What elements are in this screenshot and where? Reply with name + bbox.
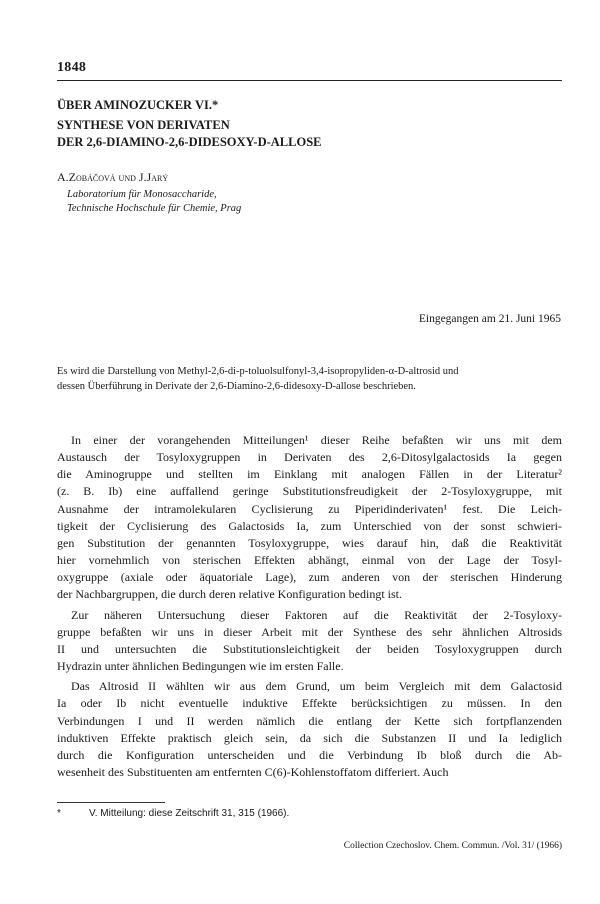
body-line: Verbindungen I und II werden nämlich die entlang der Kette sich fortpflanzenden bbox=[57, 713, 562, 728]
authors: A.Zobáčová und J.Jarý bbox=[57, 170, 169, 184]
body-line: Ausnahme der intramolekularen Cyclisierung zu Piperidinderivaten¹ fest. Die Leich- bbox=[57, 501, 562, 516]
body-line: In einer der vorangehenden Mitteilungen¹ dieser Reihe befaßten wir uns mit dem bbox=[71, 433, 562, 447]
received-date: Eingegangen am 21. Juni 1965 bbox=[418, 313, 561, 325]
body-line: gen Substitution der genannten Tosyloxygruppe, wies darauf hin, daß die Reaktivität bbox=[57, 535, 562, 550]
affiliation bbox=[67, 188, 241, 216]
body-line: (z. B. Ib) eine auffallend geringe Substitutionsfreudigkeit der 2-Tosyloxygruppe, mit bbox=[57, 484, 562, 499]
body-line: tigkeit der Cyclisierung des Galactosids Ia, zum Unterschied von der sonst schwieri- bbox=[57, 518, 562, 533]
body-line: hier vornehmlich von sterischen Effekten abhängt, einmal von der Lage der Tosyl- bbox=[57, 553, 562, 568]
footnote-rule bbox=[57, 802, 165, 803]
body-line: gruppe befaßten wir uns in dieser Arbeit mit der Synthese des sehr ähnlichen Altrosids bbox=[57, 624, 562, 639]
body-line: wesenheit des Substituenten am entfernten C(6)-Kohlenstoffatom differiert. Auch bbox=[57, 764, 449, 779]
footnote-mark: * bbox=[57, 808, 61, 819]
body-line: Ia oder Ib nicht eventuelle induktive Effekte berücksichtigen zu müssen. In den bbox=[57, 696, 562, 711]
page-number: 1848 bbox=[57, 60, 87, 75]
journal-footer: Collection Czechoslov. Chem. Commun. /Vol. 31/ (1966) bbox=[343, 841, 562, 851]
abstract-line: Es wird die Darstellung von Methyl-2,6-di-p-toluolsulfonyl-3,4-isopropyliden-α-D-altrosid und bbox=[57, 366, 459, 377]
article-title bbox=[57, 97, 562, 151]
body-line: der Nachbargruppen, die durch deren relative Konfiguration bedingt ist. bbox=[57, 587, 402, 602]
title-line-2: DER 2,6-DIAMINO-2,6-DIDESOXY-D-ALLOSE bbox=[57, 135, 322, 149]
header-rule bbox=[57, 80, 562, 81]
affiliation-line-1: Laboratorium für Monosaccharide, bbox=[67, 189, 217, 200]
body-line: induktiven Effekte praktisch gleich sein, da sich die Substanzen II und Ia lediglich bbox=[57, 730, 562, 745]
body-line: Austausch der Tosyloxygruppen in Derivaten des 2,6-Ditosylgalactosids Ia gegen bbox=[57, 450, 562, 465]
body-line: Das Altrosid II wählten wir aus dem Grund, um beim Vergleich mit dem Galactosid bbox=[71, 679, 562, 694]
footnote bbox=[57, 808, 289, 819]
body-line: Zur näheren Untersuchung dieser Faktoren auf die Reaktivität der 2-Tosyloxy- bbox=[71, 607, 562, 622]
body-line: Hydrazin unter ähnlichen Bedingungen wie im ersten Falle. bbox=[57, 659, 344, 674]
footnote-text: V. Mitteilung: diese Zeitschrift 31, 315 (1966). bbox=[89, 808, 290, 819]
affiliation-line-2: Technische Hochschule für Chemie, Prag bbox=[67, 203, 242, 214]
abstract bbox=[57, 364, 562, 394]
body-line: oxygruppe (axiale oder äquatoriale Lage), zum anderen von der sterischen Hinderung bbox=[57, 570, 562, 585]
title-series: ÜBER AMINOZUCKER VI.* bbox=[57, 98, 219, 112]
body-line: die Aminogruppe und stellten im Einklang mit analogen Fällen in der Literatur² bbox=[57, 467, 562, 482]
body-line: durch die Konfiguration unterscheiden und die Verbindung Ib bloß durch die Ab- bbox=[57, 747, 562, 762]
abstract-line: dessen Überführung in Derivate der 2,6-Diamino-2,6-didesoxy-D-allose beschrieben. bbox=[57, 381, 416, 392]
title-line-1: SYNTHESE VON DERIVATEN bbox=[57, 118, 230, 132]
body-text bbox=[57, 432, 562, 781]
body-line: II und untersuchten die Substitutionsleichtigkeit der beiden Tosyloxygruppen durch bbox=[57, 641, 562, 656]
